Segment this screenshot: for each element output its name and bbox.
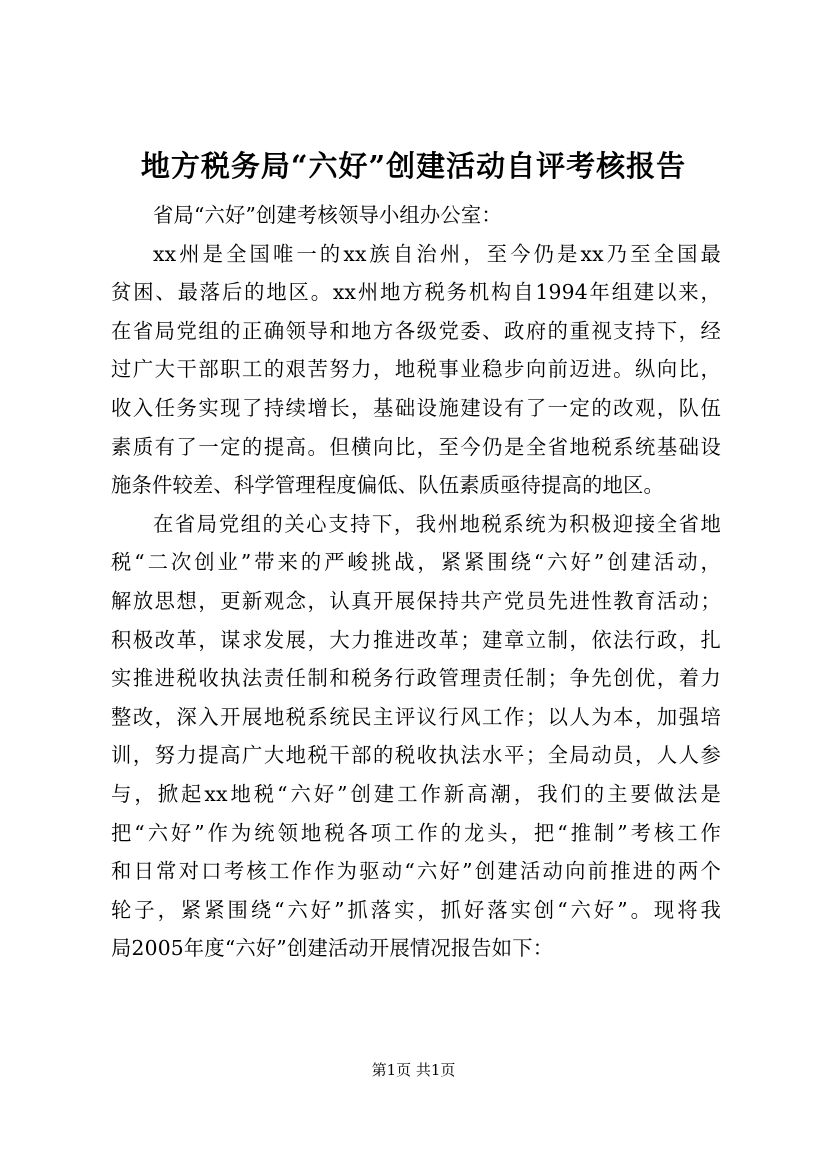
page-number-footer: 第1页 共1页 [371, 1061, 456, 1079]
document-body [111, 196, 721, 968]
paragraph-1-line: xx州是全国唯一的xx族自治州，至今仍是xx乃至全国最 [153, 241, 721, 266]
salutation-line: 省局“六好”创建考核领导小组办公室： [153, 203, 502, 227]
paragraph-2-line: 积极改革，谋求发展，大力推进改革；建章立制，依法行政，扎 [111, 627, 721, 652]
paragraph-1-line: 施条件较差、科学管理程度偏低、队伍素质亟待提高的地区。 [111, 473, 664, 498]
document-title: 地方税务局“六好”创建活动自评考核报告 [140, 149, 687, 183]
paragraph-1-line: 贫困、最落后的地区。xx州地方税务机构自1994年组建以来， [111, 280, 721, 305]
paragraph-2-line: 在省局党组的关心支持下，我州地税系统为积极迎接全省地 [153, 511, 721, 536]
paragraph-2-line: 局2005年度“六好”创建活动开展情况报告如下： [111, 936, 554, 961]
paragraph-1-line: 素质有了一定的提高。但横向比，至今仍是全省地税系统基础设 [111, 434, 721, 459]
paragraph-1-line: 在省局党组的正确领导和地方各级党委、政府的重视支持下，经 [111, 318, 721, 343]
paragraph-2-line: 把“六好”作为统领地税各项工作的龙头，把“推制”考核工作 [111, 820, 721, 845]
paragraph-2-line: 训，努力提高广大地税干部的税收执法水平；全局动员，人人参 [111, 743, 721, 768]
paragraph-2-line: 和日常对口考核工作作为驱动“六好”创建活动向前推进的两个 [111, 859, 721, 884]
paragraph-2-line: 轮子，紧紧围绕“六好”抓落实，抓好落实创“六好”。现将我 [111, 897, 721, 922]
paragraph-2-line: 整改，深入开展地税系统民主评议行风工作；以人为本，加强培 [111, 704, 721, 729]
paragraph-2-line: 与，掀起xx地税“六好”创建工作新高潮，我们的主要做法是 [111, 781, 721, 806]
paragraph-2-line: 税“二次创业”带来的严峻挑战，紧紧围绕“六好”创建活动， [111, 550, 721, 575]
paragraph-2-line: 解放思想，更新观念，认真开展保持共产党员先进性教育活动； [111, 588, 721, 613]
paragraph-2-line: 实推进税收执法责任制和税务行政管理责任制；争先创优，着力 [111, 666, 721, 691]
paragraph-1-line: 收入任务实现了持续增长，基础设施建设有了一定的改观，队伍 [111, 395, 721, 420]
paragraph-1-line: 过广大干部职工的艰苦努力，地税事业稳步向前迈进。纵向比， [111, 357, 721, 382]
